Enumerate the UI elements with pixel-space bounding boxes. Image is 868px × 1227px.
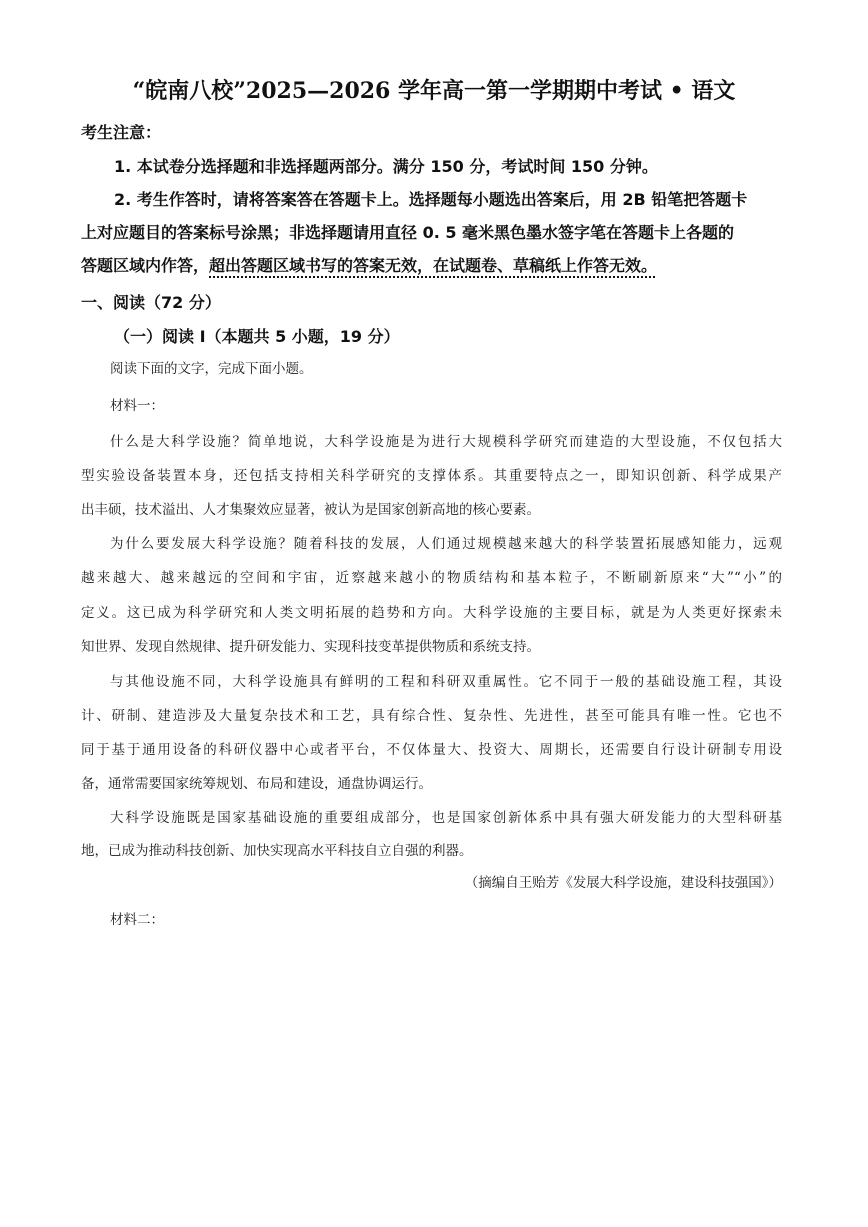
material-1-line: 与其他设施不同，大科学设施具有鲜明的工程和科研双重属性。它不同于一般的基础设施工程，其设 [110, 674, 782, 690]
notice-item-1: 1. 本试卷分选择题和非选择题两部分。满分 150 分，考试时间 150 分钟。 [114, 157, 658, 176]
material-1-line: 为什么要发展大科学设施？随着科技的发展，人们通过规模越来越大的科学装置拓展感知能力，远观 [110, 536, 782, 552]
material-1-line: 越来越大、越来越远的空间和宇宙，近察越来越小的物质结构和基本粒子，不断刷新原来“大”“小”的 [81, 570, 782, 586]
material-1-line: 大科学设施既是国家基础设施的重要组成部分，也是国家创新体系中具有强大研发能力的大型科研基 [110, 810, 782, 826]
material-1-line: 什么是大科学设施？简单地说，大科学设施是为进行大规模科学研究而建造的大型设施，不仅包括大 [110, 434, 782, 450]
section-heading: 一、阅读（72 分） [81, 293, 221, 312]
notice-heading: 考生注意： [81, 123, 162, 142]
material-1-line: 知世界、发现自然规律、提升研发能力、实现科技变革提供物质和系统支持。 [81, 639, 540, 655]
material-1-line: 定义。这已成为科学研究和人类文明拓展的趋势和方向。大科学设施的主要目标，就是为人类更好探索未 [81, 605, 782, 621]
material-1-line: 备，通常需要国家统筹规划、布局和建设，通盘协调运行。 [81, 776, 432, 792]
material-1-line: 型实验设备装置本身，还包括支持相关科学研究的支撑体系。其重要特点之一，即知识创新、科学成果产 [81, 468, 782, 484]
material-1-line: 地，已成为推动科技创新、加快实现高水平科技自立自强的利器。 [81, 843, 473, 859]
notice-item-2-line-3-prefix: 答题区域内作答， [81, 256, 210, 275]
notice-item-2-line-2: 上对应题目的答案标号涂黑；非选择题请用直径 0. 5 毫米黑色墨水签字笔在答题卡上各题的 [81, 223, 735, 242]
material-1-label: 材料一： [110, 398, 164, 414]
material-1-line: 计、研制、建造涉及大量复杂技术和工艺，具有综合性、复杂性、先进性，甚至可能具有唯一性。它也不 [81, 708, 782, 724]
material-2-label: 材料二： [110, 912, 164, 928]
notice-item-2-line-1: 2. 考生作答时，请将答案答在答题卡上。选择题每小题选出答案后，用 2B 铅笔把答题卡 [114, 190, 748, 209]
exam-title: “皖南八校”2025—2026 学年高一第一学期期中考试 • 语文 [132, 78, 736, 104]
notice-emphasis-dotted: 超出答题区域书写的答案无效，在试题卷、草稿纸上作答无效。 [209, 256, 658, 275]
notice-item-2-line-3 [81, 253, 657, 276]
reading-instruction: 阅读下面的文字，完成下面小题。 [110, 361, 313, 377]
section-subheading: （一）阅读 I（本题共 5 小题，19 分） [114, 327, 400, 346]
material-1-line: 同于基于通用设备的科研仪器中心或者平台，不仅体量大、投资大、周期长，还需要自行设计研制专用设 [81, 742, 782, 758]
material-1-source: （摘编自王贻芳《发展大科学设施，建设科技强国》） [464, 875, 782, 891]
material-1-line: 出丰硕，技术溢出、人才集聚效应显著，被认为是国家创新高地的核心要素。 [81, 502, 540, 518]
